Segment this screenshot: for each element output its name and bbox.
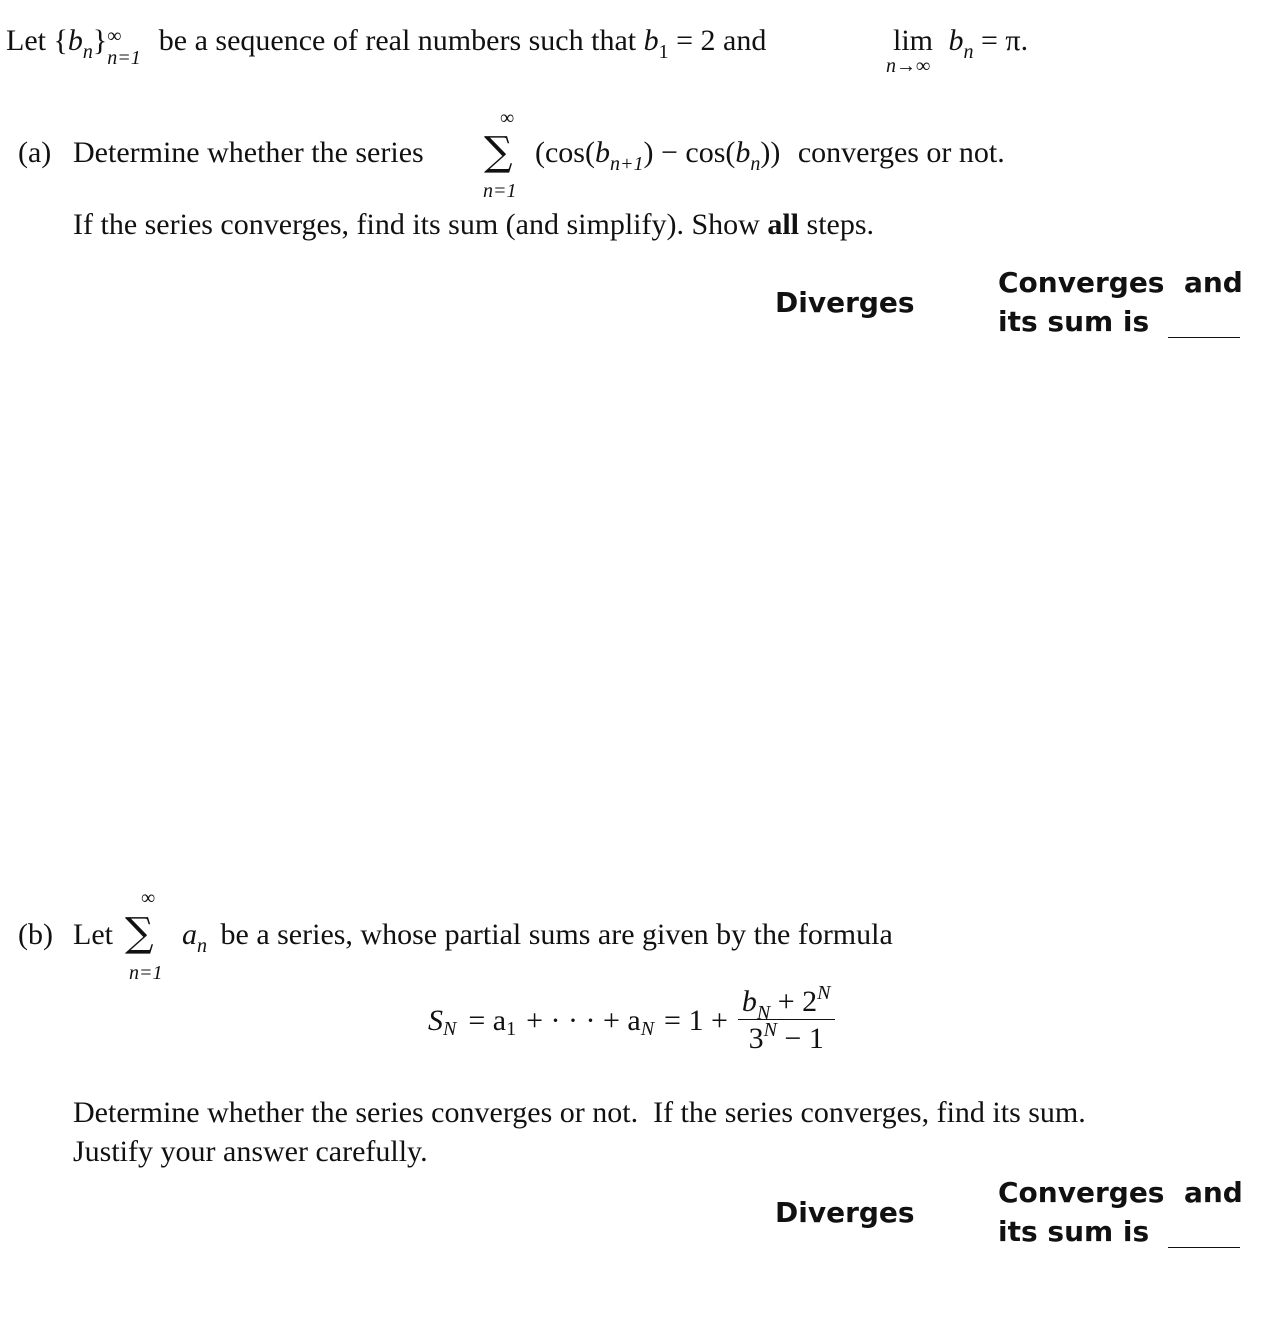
seq-close-brace: } [92, 24, 108, 57]
part-a-text-before: Determine whether the series [73, 136, 424, 169]
part-b-let: Let [73, 918, 113, 951]
expr-sub2: n [750, 153, 761, 175]
seq-sub: n [82, 41, 93, 63]
formula-aN-sub: N [640, 1017, 655, 1040]
expr-open: (cos( [535, 136, 595, 169]
part-b-converges-option[interactable]: Converges and [998, 1176, 1243, 1209]
fraction-denominator [745, 1020, 828, 1054]
instruction-steps: steps. [806, 208, 875, 241]
seq-sup: ∞ [107, 25, 122, 47]
formula-fraction [738, 982, 835, 1055]
expr-b2: b [735, 136, 751, 169]
formula-S-sub: N [443, 1017, 457, 1040]
den-sup: N [763, 1019, 777, 1041]
expr-sub1: n+1 [609, 153, 644, 175]
part-a-sum-bottom: n=1 [483, 180, 517, 202]
formula-S: S [428, 1003, 443, 1037]
seq-lower: n=1 [107, 47, 141, 69]
term-a: a [182, 918, 197, 951]
part-b-para-line1: Determine whether the series converges or not. If the series converges, find its sum. [73, 1096, 1086, 1129]
part-a-instruction [73, 210, 874, 240]
num-b-sub: N [756, 1002, 771, 1024]
part-b-text: be a series, whose partial sums are given by the formula [220, 918, 893, 951]
instruction-text: If the series converges, find its sum (and simplify). Show [73, 208, 760, 241]
seq-open-brace: { [53, 24, 68, 57]
den-minus-one: − 1 [784, 1022, 824, 1055]
part-a-text-after: converges or not. [797, 136, 1005, 169]
part-a-diverges-option[interactable]: Diverges [775, 286, 915, 319]
expr-close: )) [760, 136, 781, 169]
bn-sub: n [963, 41, 974, 63]
partial-sum-formula [428, 982, 835, 1055]
seq-var: b [67, 24, 83, 57]
num-plus-two: + 2 [777, 985, 818, 1018]
part-b-para-line2: Justify your answer carefully. [73, 1135, 428, 1168]
term-sub: n [197, 935, 207, 957]
part-b-sum-top: ∞ [141, 887, 156, 909]
expr-mid: ) − cos( [643, 136, 736, 169]
formula-a1-sub: 1 [506, 1017, 517, 1040]
bn-var: b [948, 24, 964, 57]
part-b-sum-symbol: ∑ [125, 910, 154, 956]
part-a-converges-line2: its sum is [998, 305, 1150, 338]
eq-pi: = π. [981, 24, 1029, 57]
lim-under: n→∞ [886, 55, 931, 77]
den-three: 3 [748, 1022, 764, 1055]
intro-let: Let [6, 24, 46, 57]
part-b-sum-bottom: n=1 [129, 962, 163, 984]
intro-line [6, 24, 767, 69]
formula-eq: = a [468, 1003, 507, 1037]
part-b-converges-line2: its sum is [998, 1215, 1150, 1248]
part-a-sum-symbol: ∑ [484, 129, 513, 175]
part-a-converges-option[interactable]: Converges and [998, 266, 1243, 299]
b1-sub: 1 [658, 41, 669, 63]
part-a-expression [535, 136, 1005, 175]
part-b-diverges-option[interactable]: Diverges [775, 1196, 915, 1229]
eq-two-and: = 2 and [676, 24, 767, 57]
limit-block [893, 24, 1029, 63]
part-b-answer-blank[interactable] [1168, 1247, 1240, 1248]
b1-var: b [643, 24, 659, 57]
expr-b1: b [594, 136, 610, 169]
part-b-label: (b) [18, 918, 53, 951]
formula-eq2: = 1 + [664, 1003, 728, 1037]
intro-text: be a sequence of real numbers such that [158, 24, 637, 57]
num-sup: N [817, 982, 831, 1004]
part-b-term-line [182, 918, 893, 957]
instruction-bold-all: all [767, 208, 800, 241]
fraction-numerator [738, 982, 835, 1024]
lim-label: lim [893, 24, 934, 57]
part-a-sum-top: ∞ [500, 107, 515, 129]
num-b: b [741, 985, 757, 1018]
part-a-label: (a) [18, 136, 52, 169]
formula-dots: + · · · + a [526, 1003, 641, 1037]
part-a-answer-blank[interactable] [1168, 337, 1240, 338]
